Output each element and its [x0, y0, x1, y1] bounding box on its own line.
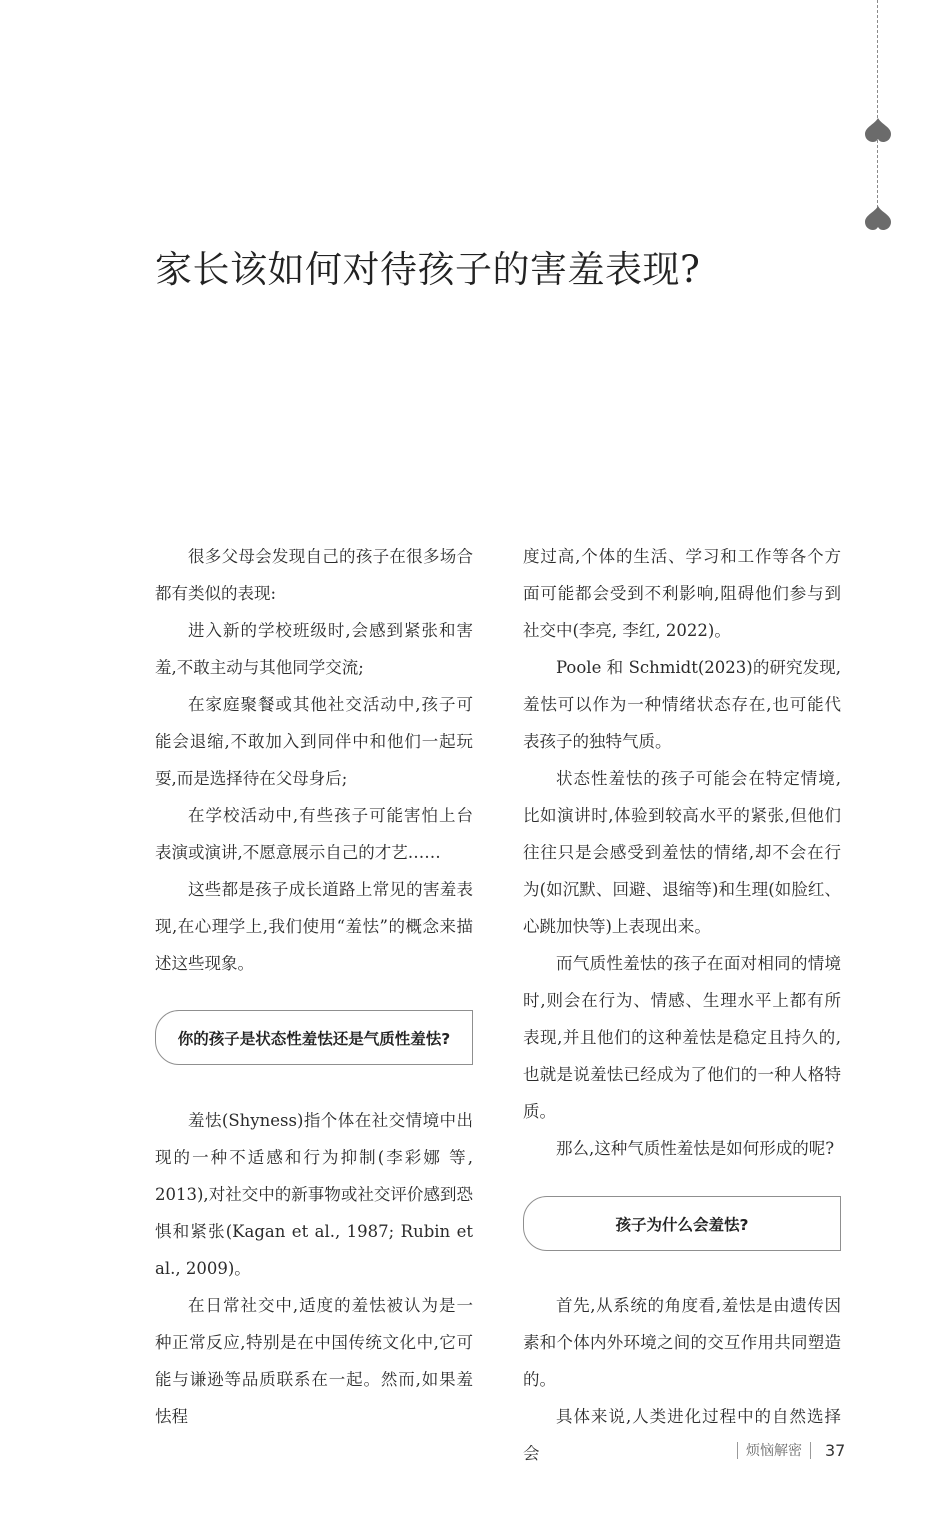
paragraph: 在学校活动中,有些孩子可能害怕上台表演或演讲,不愿意展示自己的才艺…… — [155, 806, 473, 862]
page-title: 家长该如何对待孩子的害羞表现? — [155, 248, 701, 291]
section-heading: 孩子为什么会羞怯? — [523, 1196, 841, 1251]
footer-divider — [737, 1442, 738, 1459]
left-column — [155, 538, 473, 1435]
page-number: 37 — [825, 1440, 846, 1460]
paragraph: 很多父母会发现自己的孩子在很多场合都有类似的表现: — [155, 547, 473, 603]
paragraph: 而气质性羞怯的孩子在面对相同的情境时,则会在行为、情感、生理水平上都有所表现,并且他们的这种羞怯是稳定且持久的,也就是说羞怯已经成为了他们的一种人格特质。 — [523, 954, 841, 1121]
footer-divider — [810, 1442, 811, 1459]
paragraph: Poole 和 Schmidt(2023)的研究发现,羞怯可以作为一种情绪状态存在,也可能代表孩子的独特气质。 — [523, 658, 841, 751]
decorative-dashed-line — [877, 0, 878, 218]
paragraph: 在日常社交中,适度的羞怯被认为是一种正常反应,特别是在中国传统文化中,它可能与谦逊等品质联系在一起。然而,如果羞怯程 — [155, 1296, 473, 1426]
paragraph: 那么,这种气质性羞怯是如何形成的呢? — [556, 1139, 835, 1158]
paragraph: 首先,从系统的角度看,羞怯是由遗传因素和个体内外环境之间的交互作用共同塑造的。 — [523, 1296, 841, 1389]
right-column — [523, 538, 841, 1472]
page-footer — [729, 1436, 845, 1464]
paragraph: 在家庭聚餐或其他社交活动中,孩子可能会退缩,不敢加入到同伴中和他们一起玩耍,而是选择待在父母身后; — [155, 695, 473, 788]
heart-icon — [863, 115, 893, 145]
paragraph: 状态性羞怯的孩子可能会在特定情境,比如演讲时,体验到较高水平的紧张,但他们往往只是会感受到羞怯的情绪,却不会在行为(如沉默、回避、退缩等)和生理(如脸红、心跳加快等)上表现出来。 — [523, 769, 841, 936]
paragraph: 度过高,个体的生活、学习和工作等各个方面可能都会受到不利影响,阻碍他们参与到社交中(李亮, 李红, 2022)。 — [523, 547, 841, 640]
paragraph: 进入新的学校班级时,会感到紧张和害羞,不敢主动与其他同学交流; — [155, 621, 473, 677]
paragraph: 具体来说,人类进化过程中的自然选择会 — [523, 1407, 841, 1463]
footer-section-name: 烦恼解密 — [746, 1443, 802, 1459]
paragraph: 这些都是孩子成长道路上常见的害羞表现,在心理学上,我们使用“羞怯”的概念来描述这些现象。 — [155, 880, 473, 973]
paragraph: 羞怯(Shyness)指个体在社交情境中出现的一种不适感和行为抑制(李彩娜 等, 2013),对社交中的新事物或社交评价感到恐惧和紧张(Kagan et al., 1987; Rubin et al., 2009)。 — [155, 1111, 473, 1278]
section-heading: 你的孩子是状态性羞怯还是气质性羞怯? — [155, 1010, 473, 1065]
heart-icon — [863, 203, 893, 233]
